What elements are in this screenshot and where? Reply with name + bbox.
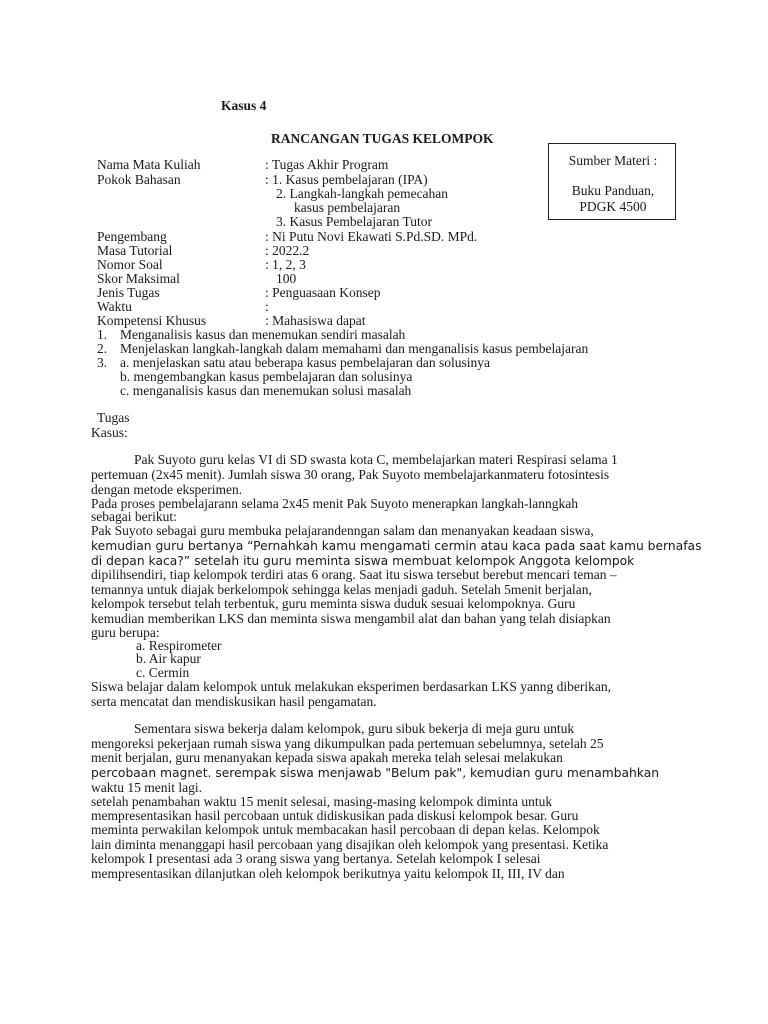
material-item: b. Air kapur	[136, 651, 201, 666]
competency-number-2: 2.	[97, 341, 108, 356]
tutorial-period-value: : 2022.2	[265, 243, 310, 258]
body-line: guru berupa:	[91, 625, 160, 640]
body-line: mengoreksi pekerjaan rumah siswa yang dikumpulkan pada pertemuan sebelumnya, setelah 25	[91, 736, 604, 751]
competency-item-3c: c. menganalisis kasus dan menemukan solusi masalah	[120, 383, 412, 398]
competency-value: : Mahasiswa dapat	[265, 313, 366, 328]
material-item: a. Respirometer	[136, 638, 222, 653]
body-line: lain diminta menanggapi hasil percobaan yang disajikan oleh kelompok yang presentasi. Ketika	[91, 837, 609, 852]
course-name-label: Nama Mata Kuliah	[97, 157, 201, 172]
body-line: dipilihsendiri, tiap kelompok terdiri atas 6 orang. Saat itu siswa tersebut berebut mencari teman –	[91, 567, 617, 582]
body-line: kemudian guru bertanya “Pernahkah kamu mengamati cermin atau kaca pada saat kamu bernafas	[91, 539, 702, 553]
case-label: Kasus:	[91, 425, 128, 440]
topic-item-3: 3. Kasus Pembelajaran Tutor	[276, 214, 432, 229]
max-score-label: Skor Maksimal	[97, 271, 180, 286]
competency-item-3b: b. mengembangkan kasus pembelajaran dan solusinya	[120, 369, 413, 384]
developer-label: Pengembang	[97, 229, 167, 244]
body-line: kelompok tersebut telah terbentuk, guru meminta siswa duduk sesuai kelompoknya. Guru	[91, 596, 576, 611]
body-line: di depan kaca?” setelah itu guru meminta siswa membuat kelompok Anggota kelompok	[91, 554, 635, 568]
body-line: mempresentasikan dilanjutkan oleh kelompok berikutnya yaitu kelompok II, III, IV dan	[91, 866, 565, 881]
body-line: Sementara siswa bekerja dalam kelompok, guru sibuk bekerja di meja guru untuk	[134, 721, 575, 736]
body-line: temannya untuk diajak berkelompok sehingga kelas menjadi gaduh. Setelah 5menit berjalan,	[91, 582, 592, 597]
body-line: kemudian memberikan LKS dan meminta siswa mengambil alat dan bahan yang telah disiapkan	[91, 611, 611, 626]
document-title: RANCANGAN TUGAS KELOMPOK	[271, 131, 494, 146]
source-label: Sumber Materi :	[568, 153, 658, 168]
time-value: :	[265, 299, 269, 314]
competency-label: Kompetensi Khusus	[97, 313, 207, 328]
body-line: sebagai berikut:	[91, 509, 177, 524]
tutorial-period-label: Masa Tutorial	[97, 243, 173, 258]
body-line: menit berjalan, guru menanyakan kepada siswa apakah mereka telah selesai melakukan	[91, 750, 563, 765]
body-line: dengan metode eksperimen.	[91, 482, 243, 497]
case-number: Kasus 4	[221, 98, 267, 113]
task-type-value: : Penguasaan Konsep	[265, 285, 381, 300]
source-line-1: Buku Panduan,	[571, 183, 655, 198]
topic-item-1: : 1. Kasus pembelajaran (IPA)	[265, 172, 428, 187]
max-score-value: 100	[276, 271, 297, 286]
competency-item-3a: a. menjelaskan satu atau beberapa kasus pembelajaran dan solusinya	[120, 355, 490, 370]
body-line: meminta perwakilan kelompok untuk membacakan hasil percobaan di depan kelas. Kelompok	[91, 822, 600, 837]
source-box	[548, 143, 676, 220]
body-line: waktu 15 menit lagi.	[91, 780, 202, 795]
body-line: kelompok I presentasi ada 3 orang siswa yang bertanya. Setelah kelompok I selesai	[91, 851, 541, 866]
topic-item-2a: 2. Langkah-langkah pemecahan	[276, 186, 449, 201]
competency-item-1: Menganalisis kasus dan menemukan sendiri masalah	[120, 327, 406, 342]
task-label: Tugas	[97, 410, 130, 425]
body-line: setelah penambahan waktu 15 menit selesai, masing-masing kelompok diminta untuk	[91, 794, 553, 809]
body-line: Siswa belajar dalam kelompok untuk melakukan eksperimen berdasarkan LKS yanng diberikan,	[91, 679, 611, 694]
body-line: percobaan magnet. serempak siswa menjawab "Belum pak", kemudian guru menambahkan	[91, 766, 660, 780]
competency-item-2: Menjelaskan langkah-langkah dalam memahami dan menganalisis kasus pembelajaran	[120, 341, 589, 356]
body-line: serta mencatat dan mendiskusikan hasil pengamatan.	[91, 694, 377, 709]
material-item: c. Cermin	[136, 665, 190, 680]
body-line: mempresentasikan hasil percobaan untuk didiskusikan pada diskusi kelompok besar. Guru	[91, 808, 579, 823]
question-number-label: Nomor Soal	[97, 257, 163, 272]
competency-number-1: 1.	[97, 327, 108, 342]
body-line: pertemuan (2x45 menit). Jumlah siswa 30 orang, Pak Suyoto membelajarkanmateru fotosintesis	[91, 467, 610, 482]
body-line: Pak Suyoto guru kelas VI di SD swasta kota C, membelajarkan materi Respirasi selama 1	[134, 452, 618, 467]
body-line: Pak Suyoto sebagai guru membuka pelajarandenngan salam dan menanyakan keadaan siswa,	[91, 523, 594, 538]
course-name-value: : Tugas Akhir Program	[265, 157, 389, 172]
source-line-2: PDGK 4500	[579, 199, 647, 214]
task-type-label: Jenis Tugas	[97, 285, 160, 300]
competency-number-3: 3.	[97, 355, 108, 370]
topic-label: Pokok Bahasan	[97, 172, 181, 187]
time-label: Waktu	[97, 299, 132, 314]
developer-value: : Ni Putu Novi Ekawati S.Pd.SD. MPd.	[265, 229, 478, 244]
question-number-value: : 1, 2, 3	[265, 257, 306, 272]
topic-item-2b: kasus pembelajaran	[294, 200, 401, 215]
body-line: Pada proses pembelajarann selama 2x45 menit Pak Suyoto menerapkan langkah-lanngkah	[91, 496, 578, 511]
